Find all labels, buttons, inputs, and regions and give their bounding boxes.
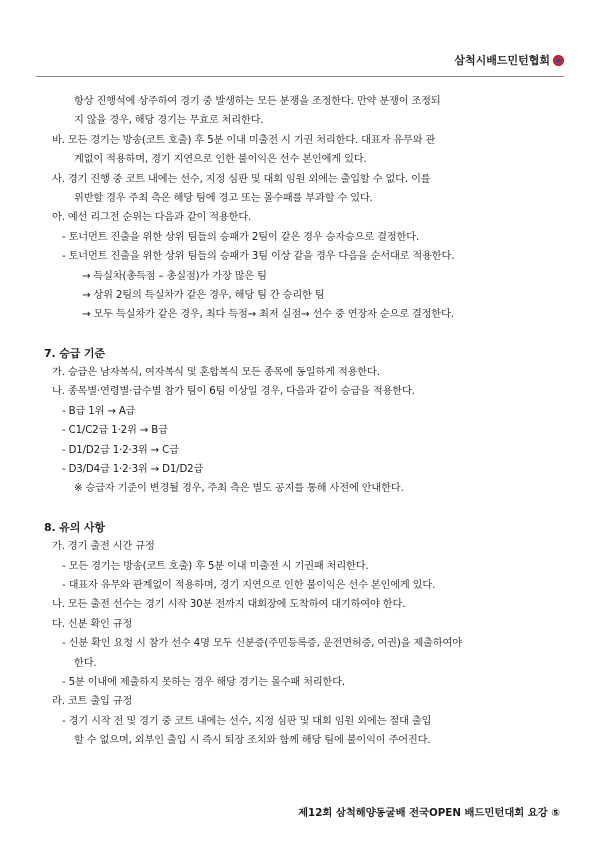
page-header xyxy=(454,52,564,68)
text-line: → 상위 2팀의 득실차가 같은 경우, 해당 팀 간 승리한 팀 xyxy=(82,289,325,301)
text-line: 사. 경기 진행 중 코트 내에는 선수, 지정 심판 및 대회 임원 외에는 출입할 수 없다. 이를 xyxy=(52,173,431,185)
text-line: 라. 코트 출입 규정 xyxy=(52,696,133,708)
text-line: 계없이 적용하며, 경기 지연으로 인한 불이익은 선수 본인에게 있다. xyxy=(74,154,367,166)
text-line: 할 수 없으며, 외부인 출입 시 즉시 퇴장 조치와 함께 해당 팀에 불이익이 주어진다. xyxy=(74,735,431,747)
page-footer: 제12회 삼척해양동굴배 전국OPEN 배드민턴대회 요강 ⑤ xyxy=(298,807,560,819)
section-title: 8. 유의 사항 xyxy=(44,520,105,534)
text-line: - D3/D4급 1·2·3위 → D1/D2급 xyxy=(62,464,204,476)
text-line: 지 않을 경우, 해당 경기는 무효로 처리한다. xyxy=(74,115,264,127)
text-line: - C1/C2급 1·2위 → B급 xyxy=(62,425,168,437)
text-line: ※ 승급자 기준이 변경될 경우, 주최 측은 별도 공지를 통해 사전에 안내한다. xyxy=(74,483,404,495)
text-line: 한다. xyxy=(74,657,97,669)
text-line: - 토너먼트 진출을 위한 상위 팀들의 승패가 3팀 이상 같을 경우 다음을 순서대로 적용한다. xyxy=(62,251,455,263)
section-title: 7. 승급 기준 xyxy=(44,346,105,360)
text-line: → 득실차(총득점 – 총실점)가 가장 많은 팀 xyxy=(82,270,267,282)
text-line: 가. 경기 출전 시간 규정 xyxy=(52,541,155,553)
section-gap xyxy=(44,325,570,344)
section-gap xyxy=(44,499,570,518)
text-line: 항상 진행석에 상주하여 경기 중 발생하는 모든 분쟁을 조정한다. 만약 분쟁이 조정되 xyxy=(74,96,441,107)
text-line: - B급 1위 → A급 xyxy=(62,405,136,417)
text-line: - 토너먼트 진출을 위한 상위 팀들의 승패가 2팀이 같은 경우 승자승으로 결정한다. xyxy=(62,231,420,243)
text-line: - 모든 경기는 방송(코트 호출) 후 5분 이내 미출전 시 기권패 처리한다. xyxy=(62,560,369,572)
text-line: → 모두 득실차가 같은 경우, 최다 득점→ 최저 실점→ 선수 중 연장자 순으로 결정한다. xyxy=(82,309,454,321)
text-line: 바. 모든 경기는 방송(코트 호출) 후 5분 이내 미출전 시 기권 처리한다. 대표자 유무와 관 xyxy=(52,134,436,146)
text-line: - 경기 시작 전 및 경기 중 코트 내에는 선수, 지정 심판 및 대회 임원 외에는 절대 출입 xyxy=(62,715,432,727)
text-line: 가. 승급은 남자복식, 여자복식 및 혼합복식 모든 종목에 동일하게 적용한다. xyxy=(52,367,380,379)
text-line: 나. 모든 출전 선수는 경기 시작 30분 전까지 대회장에 도착하여 대기하여야 한다. xyxy=(52,599,406,611)
text-line: 위반할 경우 주최 측은 해당 팀에 경고 또는 몰수패를 부과할 수 있다. xyxy=(74,192,373,204)
document-body xyxy=(44,92,570,751)
org-name: 삼척시배드민턴협회 xyxy=(454,54,550,67)
text-line: 나. 종목별·연령별·급수별 참가 팀이 6팀 이상일 경우, 다음과 같이 승급을 적용한다. xyxy=(52,386,415,398)
association-logo-icon xyxy=(553,55,564,66)
text-line: - 대표자 유무와 관계없이 적용하며, 경기 지연으로 인한 불이익은 선수 본인에게 있다. xyxy=(62,579,436,591)
header-divider xyxy=(36,76,564,77)
text-line: - D1/D2급 1·2·3위 → C급 xyxy=(62,444,179,456)
text-line: - 신분 확인 요청 시 참가 선수 4명 모두 신분증(주민등록증, 운전면허증, 여권)을 제출하여야 xyxy=(62,638,462,650)
text-line: 다. 신분 확인 규정 xyxy=(52,618,133,630)
text-line: - 5분 이내에 제출하지 못하는 경우 해당 경기는 몰수패 처리한다. xyxy=(62,676,346,688)
text-line: 아. 예선 리그전 순위는 다음과 같이 적용한다. xyxy=(52,212,252,224)
